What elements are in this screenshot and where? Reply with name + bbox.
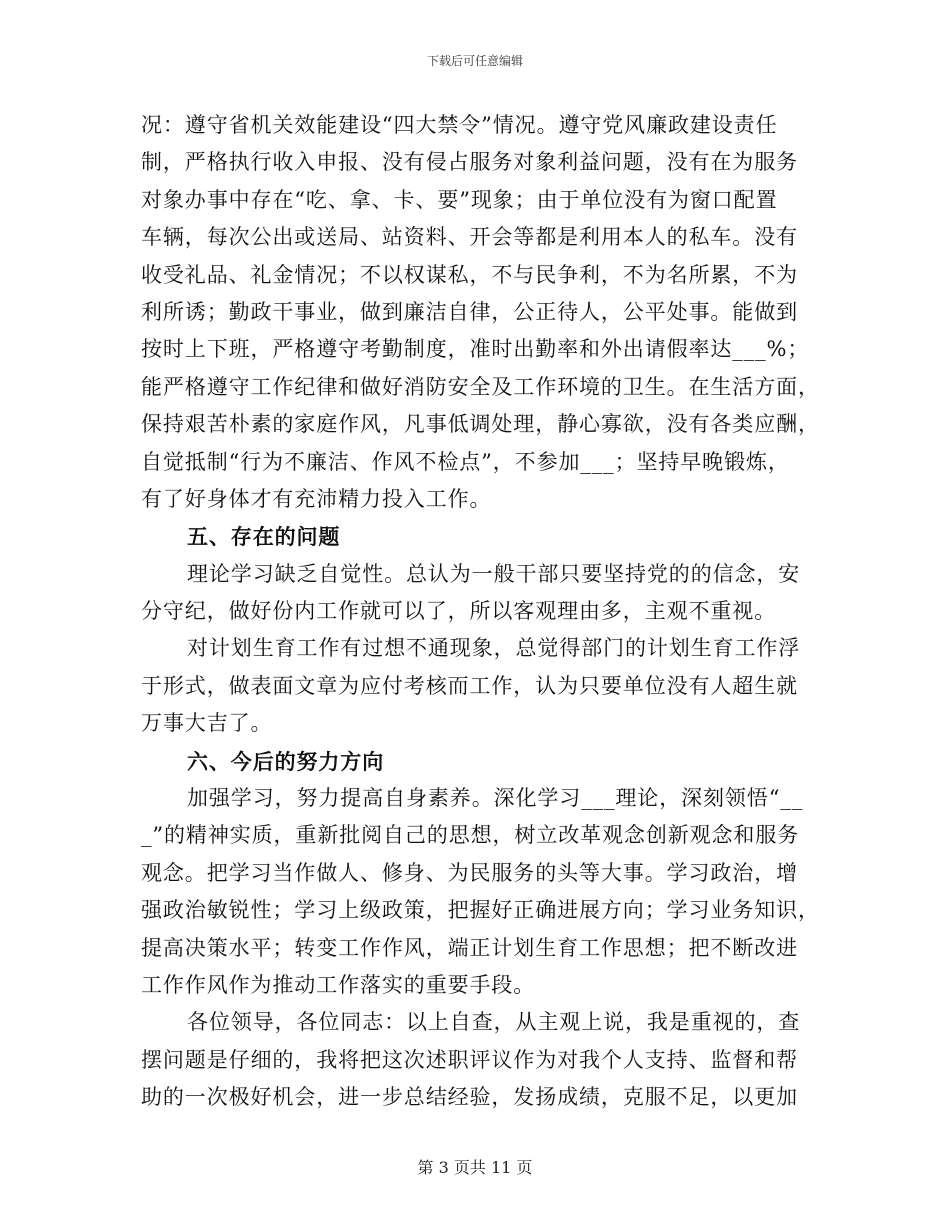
body-line: 工作作风作为推动工作落实的重要手段。 (141, 972, 536, 997)
body-line: 加强学习，努力提高自身素养。深化学习___理论，深刻领悟“__ (187, 786, 804, 811)
body-line: 分守纪，做好份内工作就可以了，所以客观理由多，主观不重视。 (141, 599, 777, 624)
body-line: 能严格遵守工作纪律和做好消防安全及工作环境的卫生。在生活方面， (141, 374, 820, 399)
body-line: 收受礼品、礼金情况；不以权谋私，不与民争利，不为名所累，不为 (141, 262, 798, 287)
section-heading: 六、今后的努力方向 (187, 748, 385, 774)
body-line: 制，严格执行收入申报、没有侵占服务对象利益问题，没有在为服务 (141, 150, 798, 175)
body-line: 利所诱；勤政干事业，做到廉洁自律，公正待人，公平处事。能做到 (141, 299, 798, 324)
body-line: 摆问题是仔细的，我将把这次述职评议作为对我个人支持、监督和帮 (141, 1047, 798, 1072)
page-header: 下载后可任意编辑 (426, 54, 523, 68)
body-line: 车辆，每次公出或送局、站资料、开会等都是利用本人的私车。没有 (141, 225, 798, 250)
body-line: 按时上下班，严格遵守考勤制度，准时出勤率和外出请假率达___%； (141, 337, 810, 362)
body-line: 保持艰苦朴素的家庭作风，凡事低调处理，静心寡欲，没有各类应酬， (141, 412, 820, 437)
body-line: 自觉抵制“行为不廉洁、作风不检点”，不参加___；坚持早晚锻炼， (141, 449, 790, 474)
body-line: 对象办事中存在“吃、拿、卡、要”现象；由于单位没有为窗口配置 (141, 187, 778, 212)
body-line: 强政治敏锐性；学习上级政策，把握好正确进展方向；学习业务知识， (141, 898, 820, 923)
body-line: 对计划生育工作有过想不通现象，总觉得部门的计划生育工作浮 (187, 636, 801, 661)
document-body (141, 107, 820, 1117)
body-line: 提高决策水平；转变工作作风，端正计划生育工作思想；把不断改进 (141, 935, 798, 960)
body-line: 万事大吉了。 (141, 711, 273, 736)
body-line: 观念。把学习当作做人、修身、为民服务的头等大事。学习政治，增 (141, 860, 798, 885)
body-line: 各位领导，各位同志：以上自查，从主观上说，我是重视的，查 (187, 1010, 801, 1035)
body-line: _”的精神实质，重新批阅自己的思想，树立改革观念创新观念和服务 (141, 823, 800, 848)
body-line: 于形式，做表面文章为应付考核而工作，认为只要单位没有人超生就 (141, 673, 798, 698)
body-line: 况：遵守省机关效能建设“四大禁令”情况。遵守党风廉政建设责任 (141, 113, 778, 137)
body-line: 助的一次极好机会，进一步总结经验，发扬成绩，克服不足，以更加 (141, 1085, 798, 1110)
section-heading: 五、存在的问题 (187, 524, 341, 550)
body-line: 理论学习缺乏自觉性。总认为一般干部只要坚持党的的信念，安 (187, 561, 801, 586)
page-footer: 第 3 页共 11 页 (417, 1158, 533, 1177)
body-line: 有了好身体才有充沛精力投入工作。 (141, 486, 492, 511)
